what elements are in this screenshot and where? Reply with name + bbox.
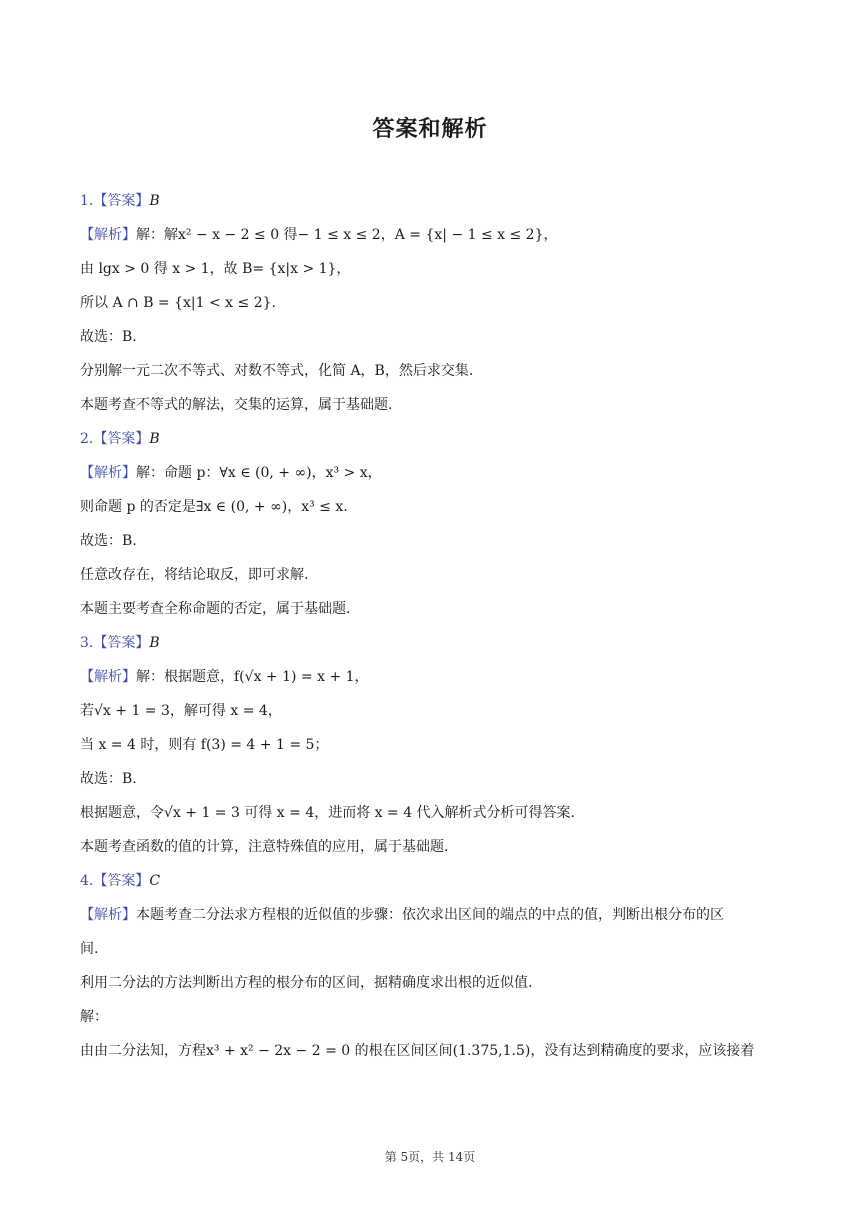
analysis-line — [80, 458, 786, 492]
analysis-text: 解：命题 p：∀x ∈ (0, + ∞)，x³ > x， — [136, 465, 382, 481]
text-line: 故选：B. — [80, 329, 137, 345]
question-number: 1. — [80, 193, 94, 209]
analysis-text: 解：根据题意，f(√x + 1) = x + 1， — [136, 669, 369, 685]
answer-tag: 【答案】 — [93, 873, 150, 889]
text-line: 由 lgx > 0 得 x > 1，故 B= {x|x > 1}， — [80, 261, 351, 277]
text-line: 利用二分法的方法判断出方程的根分布的区间，据精确度求出根的近似值. — [80, 975, 533, 991]
answer-line-3 — [80, 628, 786, 662]
analysis-tag: 【解析】 — [80, 465, 136, 481]
question-number: 3. — [80, 635, 94, 651]
analysis-line — [80, 662, 786, 696]
text-line: 分别解一元二次不等式、对数不等式，化简 A，B，然后求交集. — [80, 363, 474, 379]
text-line: 根据题意，令√x + 1 = 3 可得 x = 4，进而将 x = 4 代入解析式分析可得答案. — [80, 805, 576, 821]
analysis-line — [80, 220, 786, 254]
answer-tag: 【答案】 — [93, 193, 150, 209]
answer-line-4 — [80, 866, 786, 900]
text-line: 所以 A ∩ B = {x|1 < x ≤ 2}. — [80, 295, 276, 311]
answer-tag: 【答案】 — [93, 635, 150, 651]
answer-line-1 — [80, 186, 786, 220]
text-line: 任意改存在，将结论取反，即可求解. — [80, 567, 309, 583]
page-title: 答案和解析 — [372, 117, 488, 142]
answer-body — [80, 186, 786, 1070]
analysis-text: 解：解x² − x − 2 ≤ 0 得− 1 ≤ x ≤ 2，A = {x| − 1 ≤ x ≤ 2}， — [136, 227, 558, 243]
text-line: 若√x + 1 = 3，解可得 x = 4， — [80, 703, 282, 719]
text-line: 由由二分法知，方程x³ + x² − 2x − 2 = 0 的根在区间区间(1.375,1.5)，没有达到精确度的要求，应该接着 — [80, 1043, 755, 1059]
page-footer: 第 5页，共 14页 — [384, 1150, 476, 1164]
answer-tag: 【答案】 — [93, 431, 150, 447]
text-line: 本题考查不等式的解法，交集的运算，属于基础题. — [80, 397, 393, 413]
text-line: 本题考查函数的值的计算，注意特殊值的应用，属于基础题. — [80, 839, 449, 855]
analysis-text: 本题考查二分法求方程根的近似值的步骤：依次求出区间的端点的中点的值，判断出根分布的区 — [136, 907, 724, 923]
answer-value: B — [149, 635, 160, 651]
answer-value: B — [149, 193, 160, 209]
answer-value: C — [149, 873, 161, 889]
analysis-tag: 【解析】 — [80, 669, 136, 685]
analysis-tag: 【解析】 — [80, 227, 136, 243]
answer-value: B — [149, 431, 160, 447]
text-line: 当 x = 4 时，则有 f(3) = 4 + 1 = 5； — [80, 737, 329, 753]
analysis-line — [80, 900, 786, 934]
text-line: 本题主要考查全称命题的否定，属于基础题. — [80, 601, 351, 617]
text-line: 故选：B. — [80, 771, 137, 787]
analysis-tag: 【解析】 — [80, 907, 136, 923]
question-number: 4. — [80, 873, 94, 889]
answer-line-2 — [80, 424, 786, 458]
text-line: 则命题 p 的否定是∃x ∈ (0, + ∞)，x³ ≤ x. — [80, 499, 348, 515]
text-line: 解： — [80, 1009, 108, 1025]
question-number: 2. — [80, 431, 94, 447]
text-line: 间. — [80, 941, 99, 957]
text-line: 故选：B. — [80, 533, 137, 549]
